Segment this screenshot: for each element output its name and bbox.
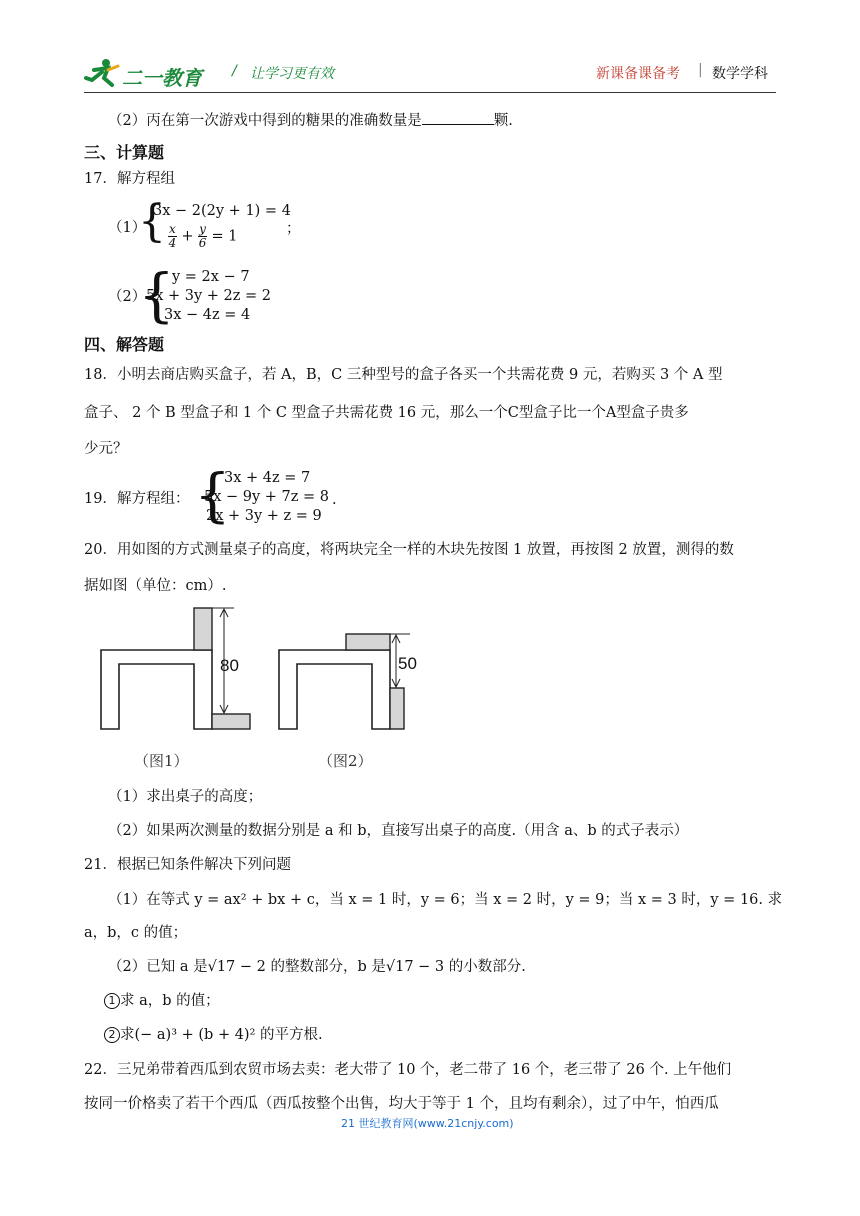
q20-line1: 20．用如图的方式测量桌子的高度，将两块完全一样的木块先按图 1 放置，再按图 2 放置，测得的数 <box>84 542 734 558</box>
q19-label: 19．解方程组： <box>84 491 190 507</box>
q16-part2: （2）丙在第一次游戏中得到的糖果的准确数量是 颗. <box>108 110 513 132</box>
q20-line2: 据如图（单位：cm）. <box>84 578 227 594</box>
section-calculation: 三、计算题 <box>84 143 165 162</box>
q21-part1-line1: （1）在等式 y = ax² + bx + c，当 x = 1 时，y = 6；当 x = 2 时，y = 9；当 x = 3 时，y = 16. 求 <box>108 892 783 908</box>
q19-eq2: 5x − 9y + 7z = 8 <box>204 489 330 505</box>
circled-number-2: 2 <box>104 1027 120 1043</box>
brace: { <box>138 261 175 329</box>
figure-2-caption: （图2） <box>318 752 373 770</box>
q21-sub2: 2 求(− a)³ + (b + 4)² 的平方根. <box>104 1024 323 1046</box>
header-separator: | <box>698 62 703 78</box>
figure-1-caption: （图1） <box>134 752 189 770</box>
q17-p1-eq1: 3x − 2(2y + 1) = 4 <box>153 203 291 219</box>
logo <box>84 56 214 90</box>
q21-part2: （2）已知 a 是√17 − 2 的整数部分，b 是√17 − 3 的小数部分. <box>108 959 526 975</box>
q21-sub1: 1 求 a，b 的值； <box>104 990 220 1012</box>
fraction-y-6: $\frac{y}{6}$ <box>198 222 207 250</box>
q18-line1: 18．小明去商店购买盒子，若 A，B，C 三种型号的盒子各买一个共需花费 9 元，若购买 3 个 A 型 <box>84 367 723 383</box>
q18-line3: 少元？ <box>84 441 128 457</box>
header-slogan: 让学习更有效 <box>250 66 334 82</box>
figure-2-value: 50 <box>398 654 417 673</box>
q17-title: 17．解方程组 <box>84 171 175 187</box>
q22-line2: 按同一价格卖了若干个西瓜（西瓜按整个出售，均大于等于 1 个，且均有剩余），过了中午，怕西瓜 <box>84 1096 719 1112</box>
q19-tail: . <box>332 492 337 508</box>
header-course-label: 新课备课备考 <box>596 66 680 82</box>
q21-part1-line2: a，b，c 的值； <box>84 925 188 941</box>
q18-line2: 盒子、 2 个 B 型盒子和 1 个 C 型盒子共需花费 16 元，那么一个C型盒子比一个A型盒子贵多 <box>84 405 689 421</box>
header-subject: 数学学科 <box>712 66 768 82</box>
q17-p2-eq3: 3x − 4z = 4 <box>164 307 251 323</box>
q17-p2-eq1: y = 2x − 7 <box>172 269 250 285</box>
circled-number-1: 1 <box>104 993 120 1009</box>
answer-blank <box>422 110 494 125</box>
q19-eq1: 3x + 4z = 7 <box>224 470 311 486</box>
brace: { <box>194 461 231 529</box>
q17-p2-eq2: 5x + 3y + 2z = 2 <box>146 288 272 304</box>
brace: { <box>138 196 166 247</box>
q22-line1: 22．三兄弟带着西瓜到农贸市场去卖：老大带了 10 个，老二带了 16 个，老三带了 26 个. 上午他们 <box>84 1062 732 1078</box>
figure-1-value: 80 <box>220 656 239 675</box>
logo-text: 二一教育 <box>122 66 202 90</box>
header-rule <box>84 92 776 93</box>
q17-p2-label: （2） <box>108 289 147 305</box>
q17-p1-label: （1） <box>108 220 147 236</box>
q20-part2: （2）如果两次测量的数据分别是 a 和 b，直接写出桌子的高度.（用含 a、b 的式子表示） <box>108 823 689 839</box>
q20-part1: （1）求出桌子的高度； <box>108 789 263 805</box>
q17-p1-eq2: $\frac{x}{4}$ + $\frac{y}{6}$ = 1 <box>168 222 238 250</box>
q21-title: 21．根据已知条件解决下列问题 <box>84 857 291 873</box>
fraction-x-4: $\frac{x}{4}$ <box>168 222 177 250</box>
section-answer: 四、解答题 <box>84 335 165 354</box>
q19-eq3: 2x + 3y + z = 9 <box>206 508 322 524</box>
footer-source: 21 世纪教育网(www.21cnjy.com) <box>341 1117 514 1130</box>
figure-2-diagram <box>278 628 418 734</box>
header-slash: / <box>232 63 237 79</box>
runner-logo-icon <box>84 58 122 88</box>
q17-p1-tail: ； <box>286 221 301 237</box>
